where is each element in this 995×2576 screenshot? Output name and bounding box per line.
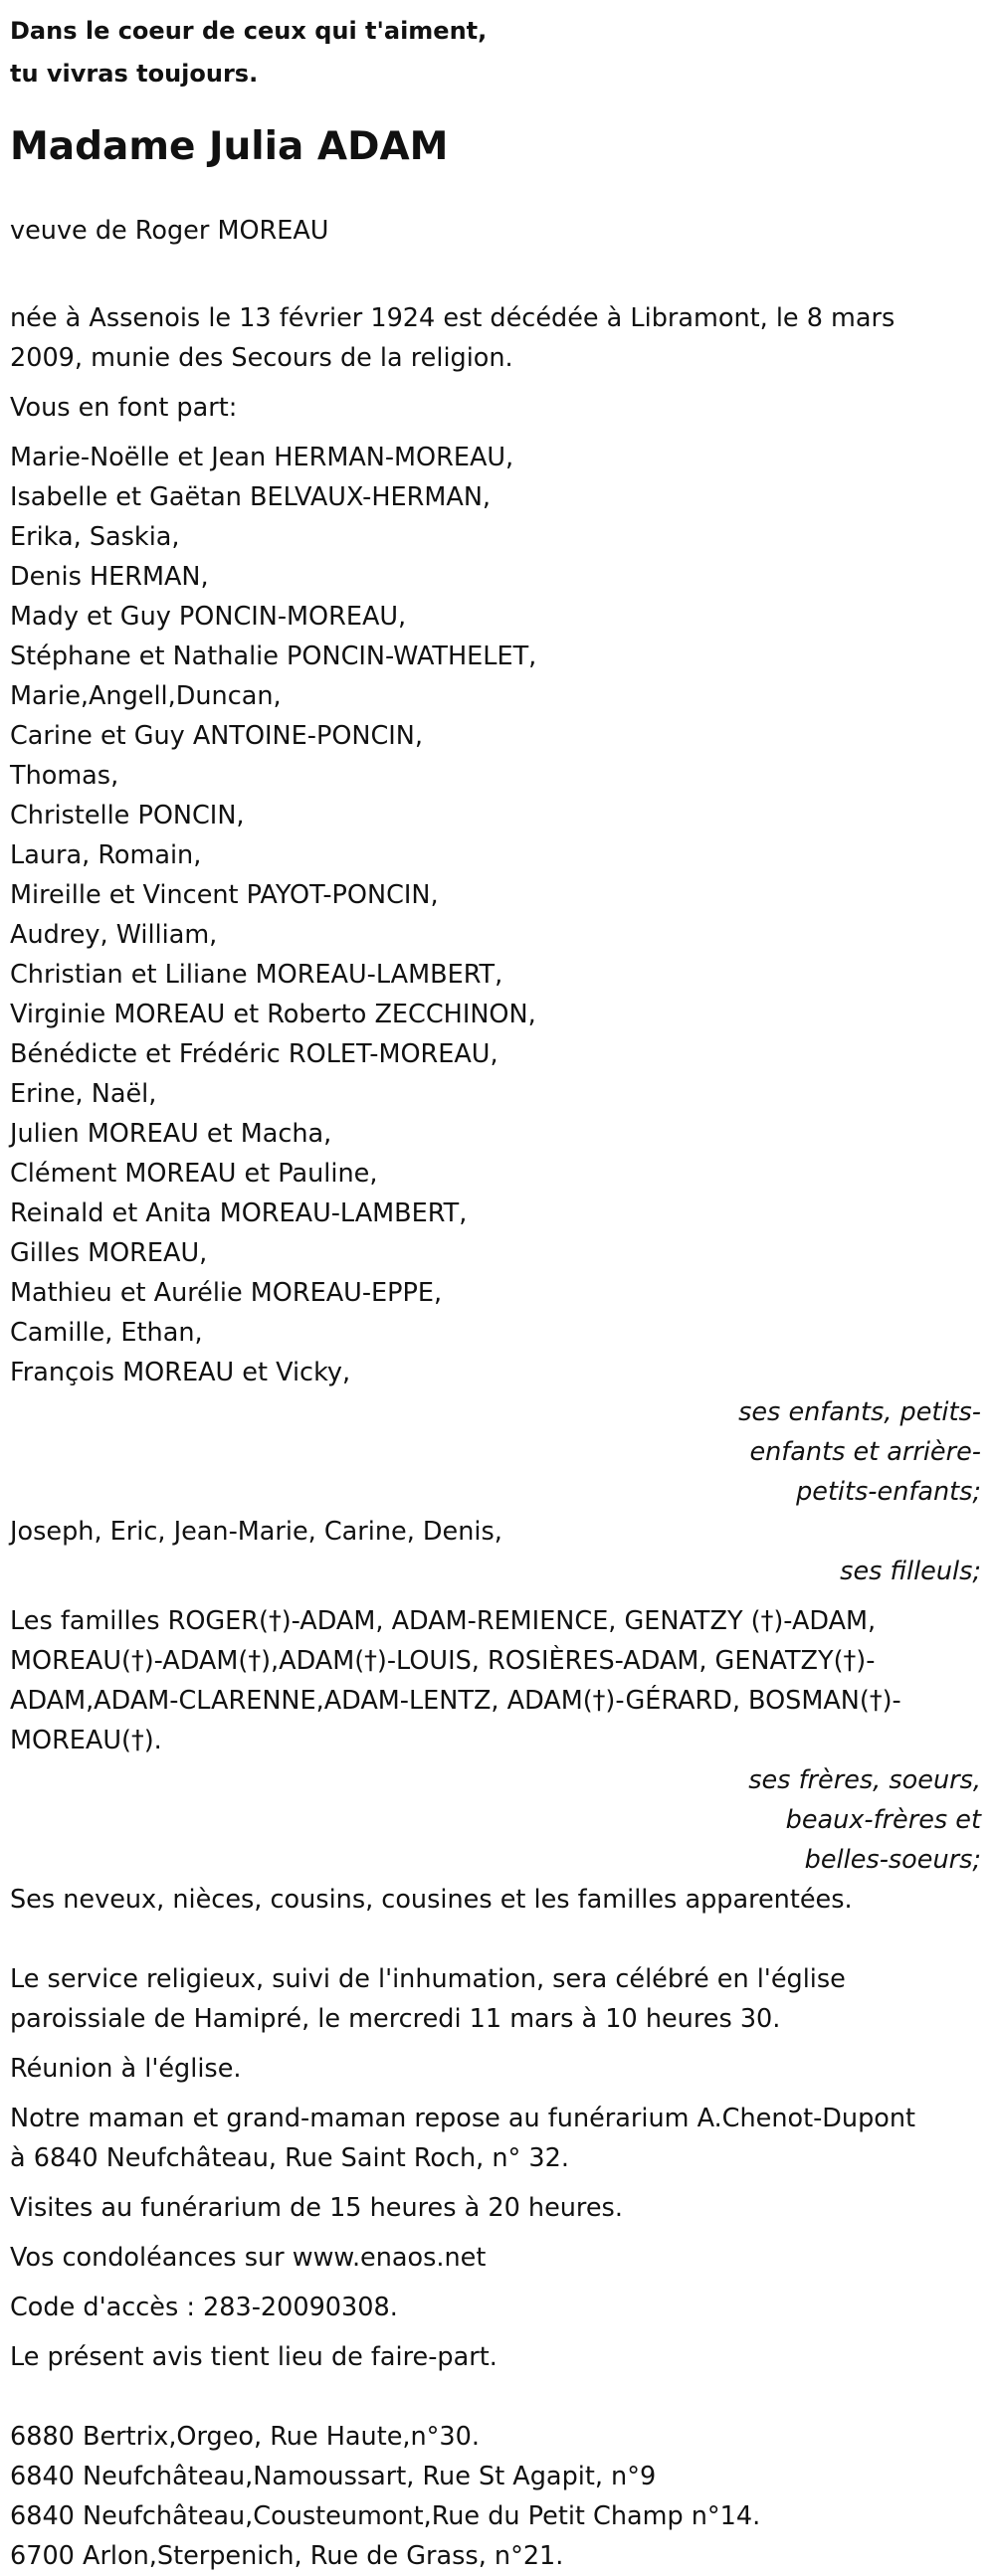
relation-line: beaux-frères et xyxy=(785,1805,981,1835)
family-member-line: Thomas, xyxy=(10,761,119,791)
family-member-line: Laura, Romain, xyxy=(10,840,202,870)
family-member-line: Virginie MOREAU et Roberto ZECCHINON, xyxy=(10,1000,536,1029)
relatives-line: Ses neveux, nièces, cousins, cousines et les familles apparentées. xyxy=(10,1885,853,1915)
family-member-line: Carine et Guy ANTOINE-PONCIN, xyxy=(10,721,423,751)
address-line: 6700 Arlon,Sterpenich, Rue de Grass, n°21. xyxy=(10,2541,564,2571)
family-member-line: Audrey, William, xyxy=(10,920,218,950)
condolences-line: Vos condoléances sur www.enaos.net xyxy=(10,2243,487,2273)
relation-line: ses frères, soeurs, xyxy=(748,1765,981,1795)
family-member-line: Bénédicte et Frédéric ROLET-MOREAU, xyxy=(10,1039,498,1069)
relation-siblings xyxy=(10,1760,985,1880)
family-member-line: Stéphane et Nathalie PONCIN-WATHELET, xyxy=(10,642,537,671)
relation-children xyxy=(10,1392,985,1512)
access-code-line: Code d'accès : 283-20090308. xyxy=(10,2293,398,2322)
address-line: 6840 Neufchâteau,Cousteumont,Rue du Petit Champ n°14. xyxy=(10,2501,761,2531)
birth-death-paragraph xyxy=(10,298,985,378)
epigraph-line: tu vivras toujours. xyxy=(10,60,259,88)
family-member-line: Camille, Ethan, xyxy=(10,1318,203,1348)
address-line: 6880 Bertrix,Orgeo, Rue Haute,n°30. xyxy=(10,2422,480,2452)
reunion-line: Réunion à l'église. xyxy=(10,2054,242,2084)
family-member-line: Gilles MOREAU, xyxy=(10,1238,208,1268)
paragraph-line: paroissiale de Hamipré, le mercredi 11 mars à 10 heures 30. xyxy=(10,2004,781,2034)
paragraph-line: à 6840 Neufchâteau, Rue Saint Roch, n° 32. xyxy=(10,2143,569,2173)
relation-godchildren: ses filleuls; xyxy=(840,1557,981,1586)
family-member-line: Christelle PONCIN, xyxy=(10,801,245,830)
family-member-line: Erine, Naël, xyxy=(10,1079,157,1109)
notice-line: Le présent avis tient lieu de faire-part. xyxy=(10,2342,498,2372)
godchildren-line: Joseph, Eric, Jean-Marie, Carine, Denis, xyxy=(10,1517,502,1547)
family-member-line: Christian et Liliane MOREAU-LAMBERT, xyxy=(10,960,503,990)
family-member-line: Julien MOREAU et Macha, xyxy=(10,1119,332,1149)
family-member-line: Mireille et Vincent PAYOT-PONCIN, xyxy=(10,880,439,910)
widow-line: veuve de Roger MOREAU xyxy=(10,216,329,246)
relation-line: enfants et arrière- xyxy=(749,1437,981,1467)
family-member-line: Marie,Angell,Duncan, xyxy=(10,681,282,711)
relation-line: ses enfants, petits- xyxy=(738,1397,981,1427)
family-member-line: Mady et Guy PONCIN-MOREAU, xyxy=(10,602,407,632)
announce-text: Vous en font part: xyxy=(10,393,238,423)
paragraph-line: Notre maman et grand-maman repose au funérarium A.Chenot-Dupont xyxy=(10,2104,916,2133)
paragraph-line: Le service religieux, suivi de l'inhumation, sera célébré en l'église xyxy=(10,1964,846,1994)
address-line: 6840 Neufchâteau,Namoussart, Rue St Agapit, n°9 xyxy=(10,2462,657,2491)
family-member-line: Erika, Saskia, xyxy=(10,522,180,552)
family-member-line: Clément MOREAU et Pauline, xyxy=(10,1159,378,1189)
relation-line: petits-enfants; xyxy=(796,1477,981,1507)
family-member-line: Mathieu et Aurélie MOREAU-EPPE, xyxy=(10,1278,443,1308)
relation-line: belles-soeurs; xyxy=(804,1845,981,1875)
siblings-paragraph xyxy=(10,1601,985,1760)
paragraph-line: 2009, munie des Secours de la religion. xyxy=(10,343,513,373)
rest-paragraph xyxy=(10,2099,985,2178)
service-paragraph xyxy=(10,1959,985,2039)
siblings-line: ADAM,ADAM-CLARENNE,ADAM-LENTZ, ADAM(†)-GÉRARD, BOSMAN(†)- xyxy=(10,1686,901,1716)
paragraph-line: née à Assenois le 13 février 1924 est décédée à Libramont, le 8 mars xyxy=(10,303,896,333)
address-list xyxy=(10,2417,985,2576)
family-member-line: Denis HERMAN, xyxy=(10,562,209,592)
family-member-line: Reinald et Anita MOREAU-LAMBERT, xyxy=(10,1198,468,1228)
deceased-name: Madame Julia ADAM xyxy=(10,124,449,169)
visits-line: Visites au funérarium de 15 heures à 20 heures. xyxy=(10,2193,623,2223)
family-member-line: François MOREAU et Vicky, xyxy=(10,1358,351,1387)
epigraph-line: Dans le coeur de ceux qui t'aiment, xyxy=(10,17,488,45)
family-member-line: Isabelle et Gaëtan BELVAUX-HERMAN, xyxy=(10,482,491,512)
siblings-line: MOREAU(†)-ADAM(†),ADAM(†)-LOUIS, ROSIÈRES-ADAM, GENATZY(†)- xyxy=(10,1646,876,1676)
family-member-line: Marie-Noëlle et Jean HERMAN-MOREAU, xyxy=(10,443,514,472)
siblings-line: Les familles ROGER(†)-ADAM, ADAM-REMIENCE, GENATZY (†)-ADAM, xyxy=(10,1606,877,1636)
siblings-line: MOREAU(†). xyxy=(10,1726,162,1755)
family-list xyxy=(10,438,985,1392)
epigraph xyxy=(10,10,985,95)
